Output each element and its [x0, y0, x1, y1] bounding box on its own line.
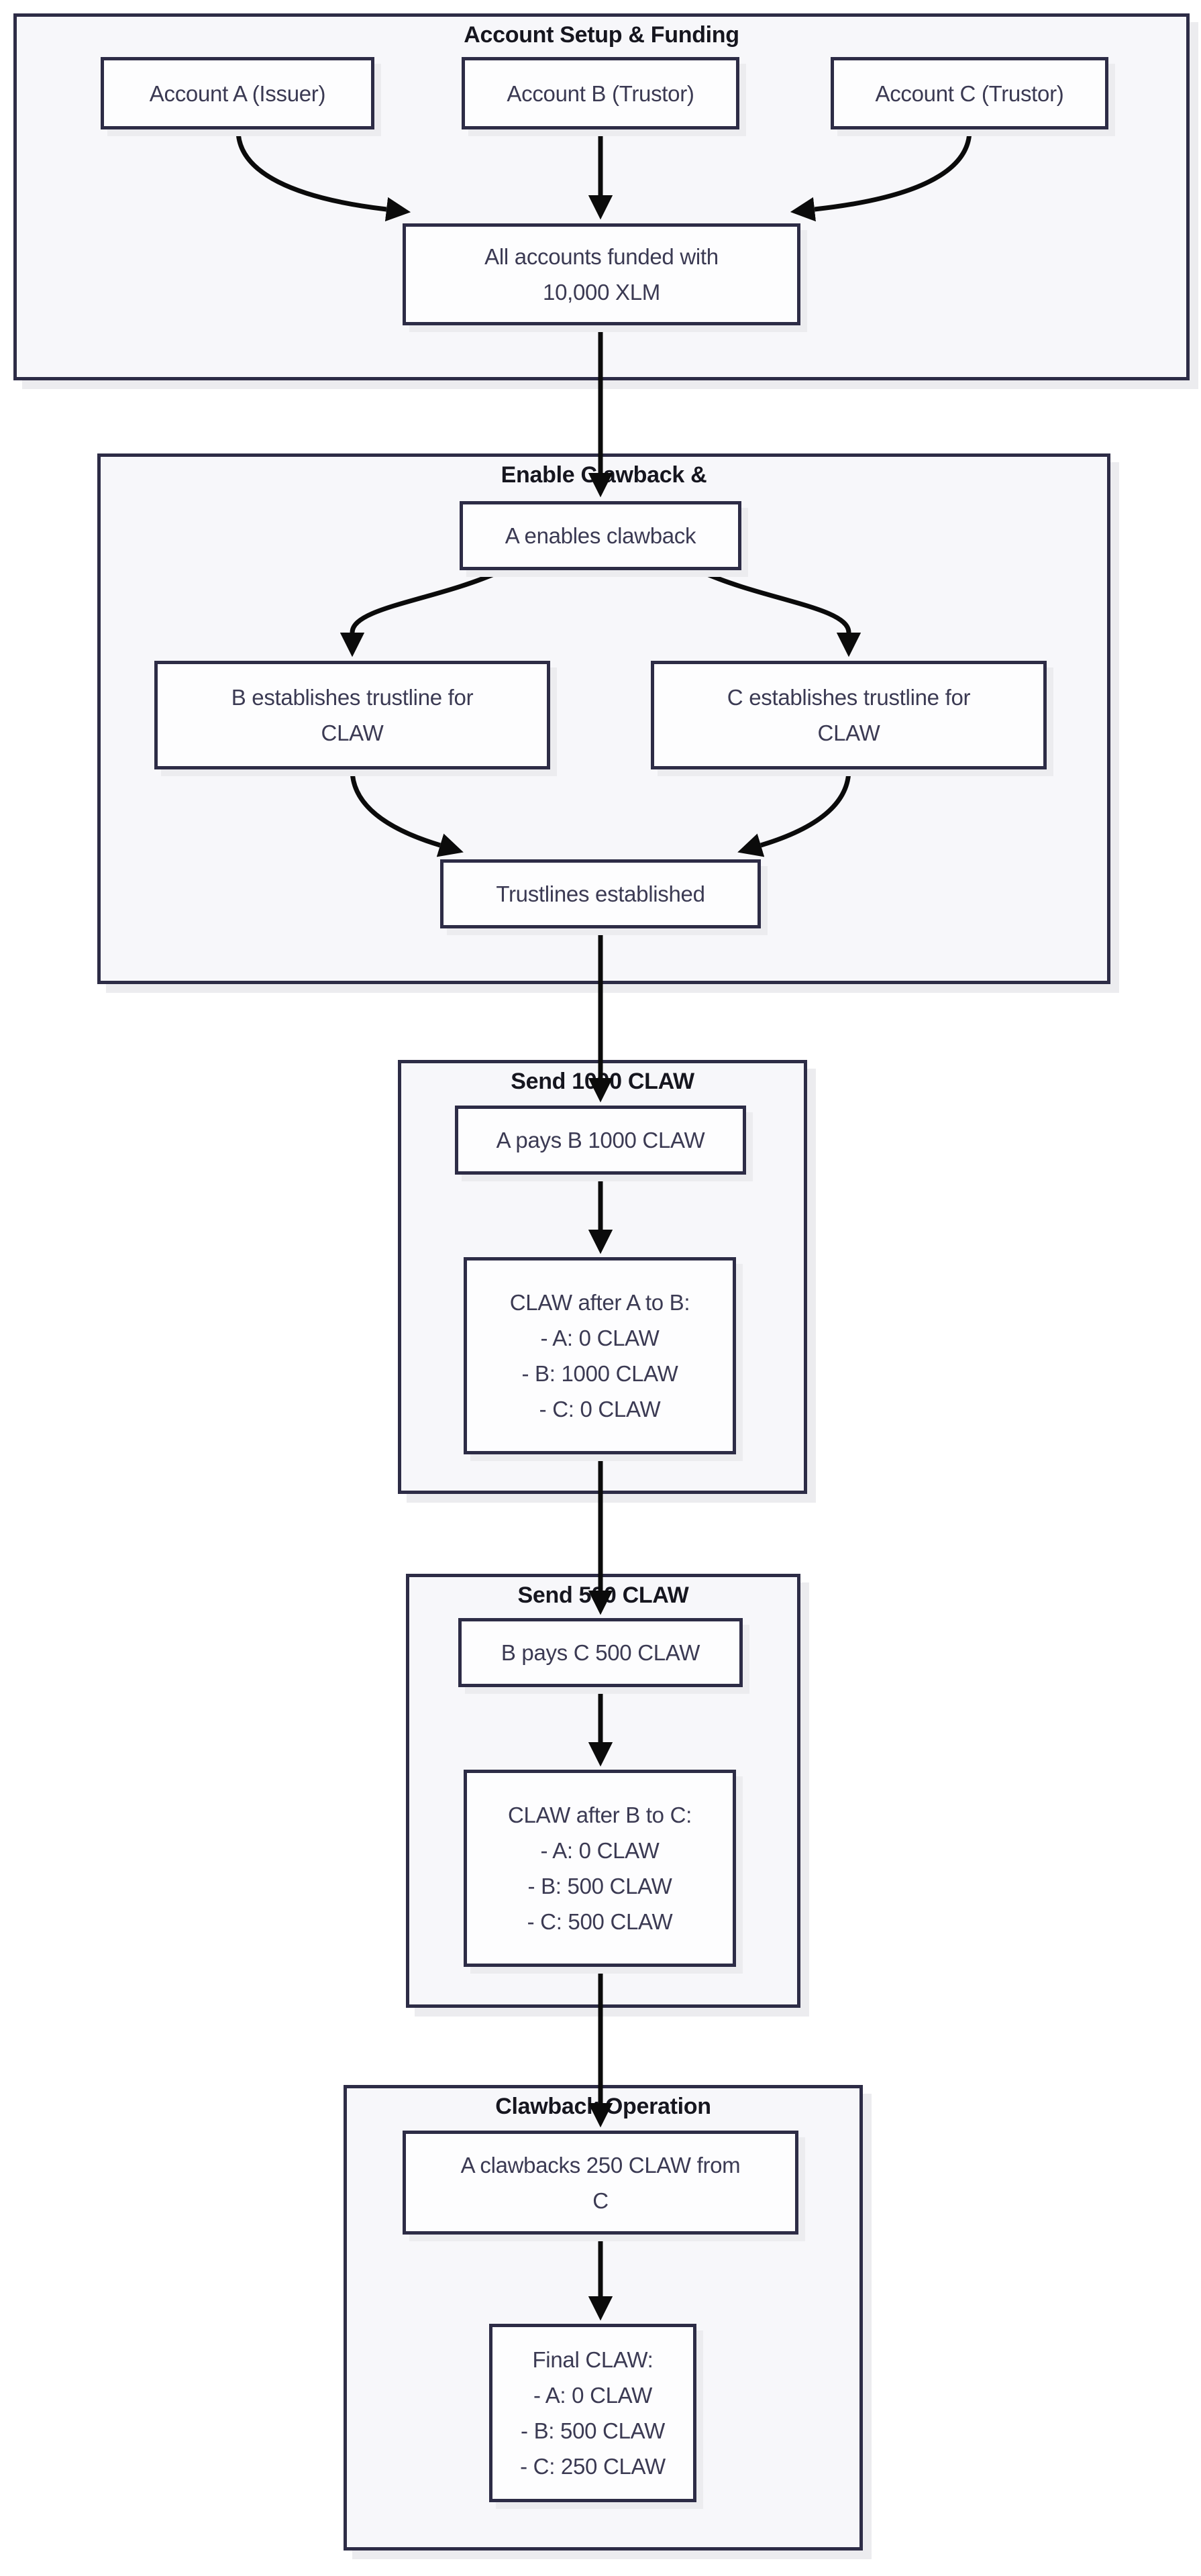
node-line: Trustlines established — [496, 881, 705, 906]
node-c-trustline — [651, 661, 1047, 769]
node-line: 10,000 XLM — [543, 280, 660, 305]
node-line: B pays C 500 CLAW — [501, 1640, 700, 1665]
node-line: B establishes trustline for — [231, 685, 474, 710]
node-claw-after-a-to-b — [464, 1257, 736, 1454]
node-line: - C: 250 CLAW — [520, 2454, 666, 2479]
node-line: Final CLAW: — [532, 2347, 654, 2372]
section-title: Account Setup & Funding — [464, 22, 739, 48]
node-line: CLAW after A to B: — [509, 1290, 690, 1315]
node-line: C — [592, 2188, 609, 2213]
node-line: C establishes trustline for — [727, 685, 971, 710]
node-line: - B: 1000 CLAW — [521, 1361, 678, 1386]
node-claw-after-b-to-c — [464, 1770, 736, 1967]
node-account-c — [831, 57, 1108, 129]
section-title: Clawback Operation — [495, 2094, 711, 2119]
node-line: - B: 500 CLAW — [527, 1874, 672, 1898]
node-b-pays-c — [458, 1618, 743, 1687]
node-account-b — [462, 57, 739, 129]
node-line: A enables clawback — [505, 523, 696, 548]
node-line: All accounts funded with — [484, 244, 719, 269]
node-line: - A: 0 CLAW — [533, 2383, 653, 2408]
node-line: CLAW — [817, 720, 880, 745]
node-funded — [403, 223, 800, 325]
node-line: CLAW after B to C: — [508, 1803, 692, 1827]
node-line: CLAW — [321, 720, 384, 745]
node-trustlines-established — [440, 859, 761, 928]
section-title: Send 500 CLAW — [517, 1582, 689, 1608]
node-line: - A: 0 CLAW — [540, 1326, 660, 1350]
node-b-trustline — [154, 661, 550, 769]
node-clawback-250 — [403, 2131, 798, 2235]
section-title: Send 1000 CLAW — [511, 1069, 694, 1094]
node-enable-clawback — [460, 501, 741, 570]
node-line: - A: 0 CLAW — [540, 1838, 660, 1863]
node-line: A clawbacks 250 CLAW from — [460, 2152, 741, 2178]
node-line: Account B (Trustor) — [507, 80, 694, 106]
node-line: - B: 500 CLAW — [521, 2418, 665, 2443]
node-line: - C: 0 CLAW — [539, 1397, 661, 1421]
node-a-pays-b — [455, 1106, 746, 1175]
node-final-claw — [489, 2324, 696, 2502]
node-line: - C: 500 CLAW — [527, 1909, 673, 1934]
section-title: Enable Clawback & — [501, 462, 707, 488]
node-line: Account C (Trustor) — [875, 80, 1064, 106]
node-line: A pays B 1000 CLAW — [496, 1128, 705, 1152]
node-account-a — [101, 57, 374, 129]
node-line: Account A (Issuer) — [149, 80, 326, 106]
